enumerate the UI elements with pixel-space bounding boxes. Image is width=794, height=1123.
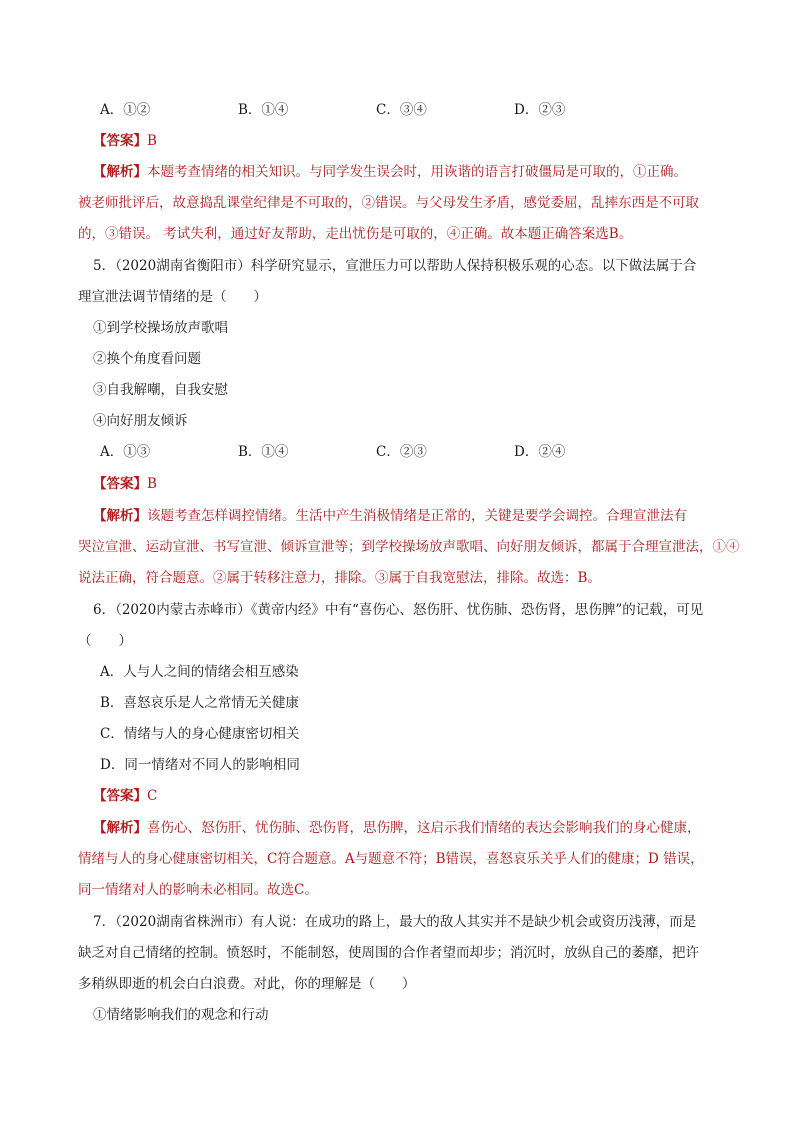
q5-answer: 【答案】B: [93, 476, 157, 492]
q4-option-b: B．①④: [238, 102, 289, 118]
q4-answer: 【答案】B: [93, 133, 157, 149]
q5-analysis-line-2: 哭泣宣泄、运动宣泄、书写宣泄、倾诉宣泄等；到学校操场放声歌唱、向好朋友倾诉，都属于合理宣泄法，①④: [78, 539, 740, 555]
q5-option-c: C．②③: [376, 444, 427, 460]
q6-option-d: D．同一情绪对不同人的影响相同: [100, 757, 300, 773]
q6-answer: 【答案】C: [93, 788, 158, 804]
q4-option-c: C．③④: [376, 102, 427, 118]
q5-item-4: ④向好朋友倾诉: [93, 413, 188, 429]
q5-analysis-line-1: 【解析】该题考查怎样调控情绪。生活中产生消极情绪是正常的，关键是要学会调控。合理宣泄法有: [93, 508, 687, 524]
q4-analysis-line-1: 【解析】本题考查情绪的相关知识。与同学发生误会时，用诙谐的语言打破僵局是可取的，①正确。: [93, 164, 687, 180]
q6-option-b: B．喜怒哀乐是人之常情无关健康: [100, 695, 299, 711]
q6-stem-line-2: （ ）: [78, 633, 132, 649]
q7-stem-line-2: 缺乏对自己情绪的控制。愤怒时，不能制怒，使周围的合作者望而却步；消沉时，放纵自己的萎靡，把许: [78, 945, 699, 961]
q6-analysis-line-3: 同一情绪对人的影响未必相同。故选C。: [78, 882, 318, 898]
q6-analysis-line-1: 【解析】喜伤心、怒伤肝、忧伤肺、恐伤肾，思伤脾，这启示我们情绪的表达会影响我们的身心健康，: [93, 820, 701, 836]
q5-item-1: ①到学校操场放声歌唱: [93, 320, 228, 336]
q7-item-1: ①情绪影响我们的观念和行动: [93, 1007, 269, 1023]
q4-option-a: A．①②: [100, 102, 151, 118]
q4-analysis-line-2: 被老师批评后，故意捣乱课堂纪律是不可取的，②错误。与父母发生矛盾，感觉委屈，乱摔东西是不可取: [78, 195, 699, 211]
q5-item-2: ②换个角度看问题: [93, 351, 201, 367]
q7-stem-line-1: 7．（2020湖南省株洲市）有人说：在成功的路上，最大的敌人其实并不是缺少机会或资历浅薄，而是: [93, 914, 697, 930]
q6-option-c: C．情绪与人的身心健康密切相关: [100, 726, 300, 742]
q5-stem-line-2: 理宣泄法调节情绪的是（ ）: [78, 289, 267, 305]
q5-option-a: A．①③: [100, 444, 151, 460]
q5-options: [100, 442, 652, 462]
q5-option-b: B．①④: [238, 444, 289, 460]
q5-stem-line-1: 5．（2020湖南省衡阳市）科学研究显示，宣泄压力可以帮助人保持积极乐观的心态。以下做法属于合: [93, 258, 697, 274]
q6-stem-line-1: 6．（2020内蒙古赤峰市）《黄帝内经》中有“喜伤心、怒伤肝、忧伤肺、恐伤肾，思伤脾”的记载，可见: [93, 602, 704, 618]
q6-analysis-line-2: 情绪与人的身心健康密切相关，C符合题意。A与题意不符；B错误，喜怒哀乐关乎人们的健康；D 错误，: [78, 851, 704, 867]
q5-option-d: D．②④: [514, 444, 566, 460]
q4-options: [100, 100, 652, 120]
q6-option-a: A．人与人之间的情绪会相互感染: [100, 664, 299, 680]
q5-item-3: ③自我解嘲，自我安慰: [93, 382, 228, 398]
q7-stem-line-3: 多稍纵即逝的机会白白浪费。对此，你的理解是（ ）: [78, 976, 416, 992]
q4-option-d: D．②③: [514, 102, 566, 118]
q4-analysis-line-3: 的，③错误。 考试失利，通过好友帮助，走出忧伤是可取的，④正确。故本题正确答案选B。: [78, 226, 633, 242]
q5-analysis-line-3: 说法正确，符合题意。②属于转移注意力，排除。③属于自我宽慰法，排除。故选：B。: [78, 570, 601, 586]
